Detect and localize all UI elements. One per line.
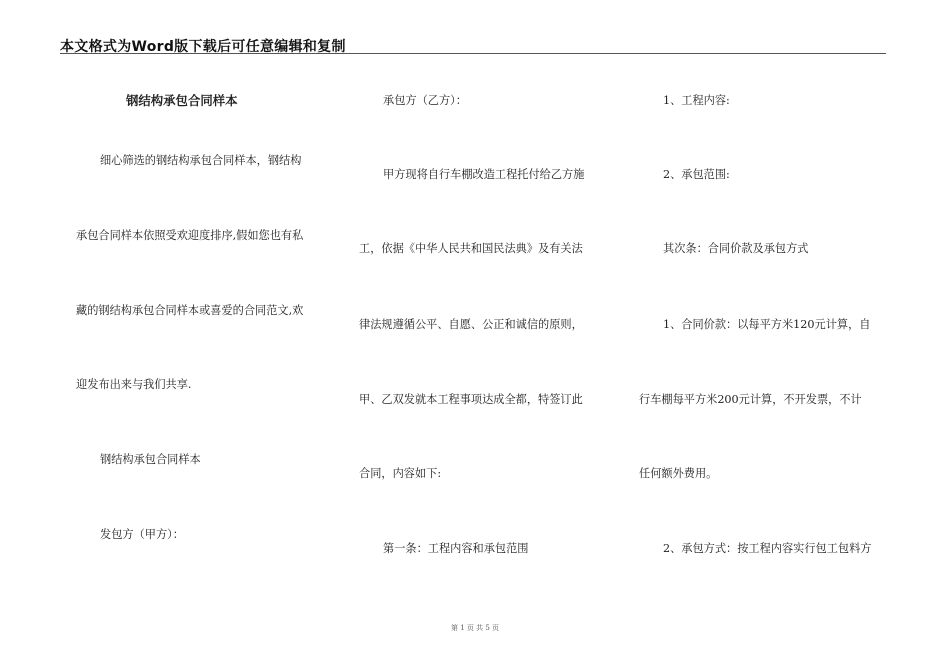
article-heading: 第一条：工程内容和承包范围 xyxy=(383,542,529,555)
paragraph-line: 2、承包方式：按工程内容实行包工包料方 xyxy=(663,542,872,555)
party-b-label: 承包方（乙方）： xyxy=(383,94,467,107)
document-title: 钢结构承包合同样本 xyxy=(126,93,238,108)
paragraph-line: 工，依据《中华人民共和国民法典》及有关法 xyxy=(359,242,583,255)
paragraph-line: 甲、乙双发就本工程事项达成全都，特签订此 xyxy=(359,393,583,406)
list-item: 1、工程内容: xyxy=(663,94,730,107)
header-rule xyxy=(60,53,886,54)
paragraph-line: 行车棚每平方米200元计算，不开发票，不计 xyxy=(639,393,862,406)
paragraph-line: 细心筛选的钢结构承包合同样本，钢结构 xyxy=(100,154,302,167)
paragraph-line: 迎发布出来与我们共享. xyxy=(76,378,192,391)
section-heading: 钢结构承包合同样本 xyxy=(100,453,201,466)
paragraph-line: 承包合同样本依照受欢迎度排序,假如您也有私 xyxy=(76,229,304,242)
paragraph-line: 任何额外费用。 xyxy=(639,467,718,480)
page-number: 第 1 页 共 5 页 xyxy=(450,624,500,632)
paragraph-line: 合同，内容如下: xyxy=(359,467,442,480)
list-item: 2、承包范围: xyxy=(663,168,730,181)
paragraph-line: 1、合同价款：以每平方米120元计算，自 xyxy=(663,318,871,331)
article-heading: 其次条：合同价款及承包方式 xyxy=(663,242,809,255)
paragraph-line: 藏的钢结构承包合同样本或喜爱的合同范文,欢 xyxy=(76,304,304,317)
page-header-title: 本文格式为Word版下载后可任意编辑和复制 xyxy=(60,39,346,55)
paragraph-line: 律法规遵循公平、自愿、公正和诚信的原则， xyxy=(359,318,583,331)
paragraph-line: 甲方现将自行车棚改造工程托付给乙方施 xyxy=(383,168,585,181)
party-a-label: 发包方（甲方）： xyxy=(100,528,184,541)
